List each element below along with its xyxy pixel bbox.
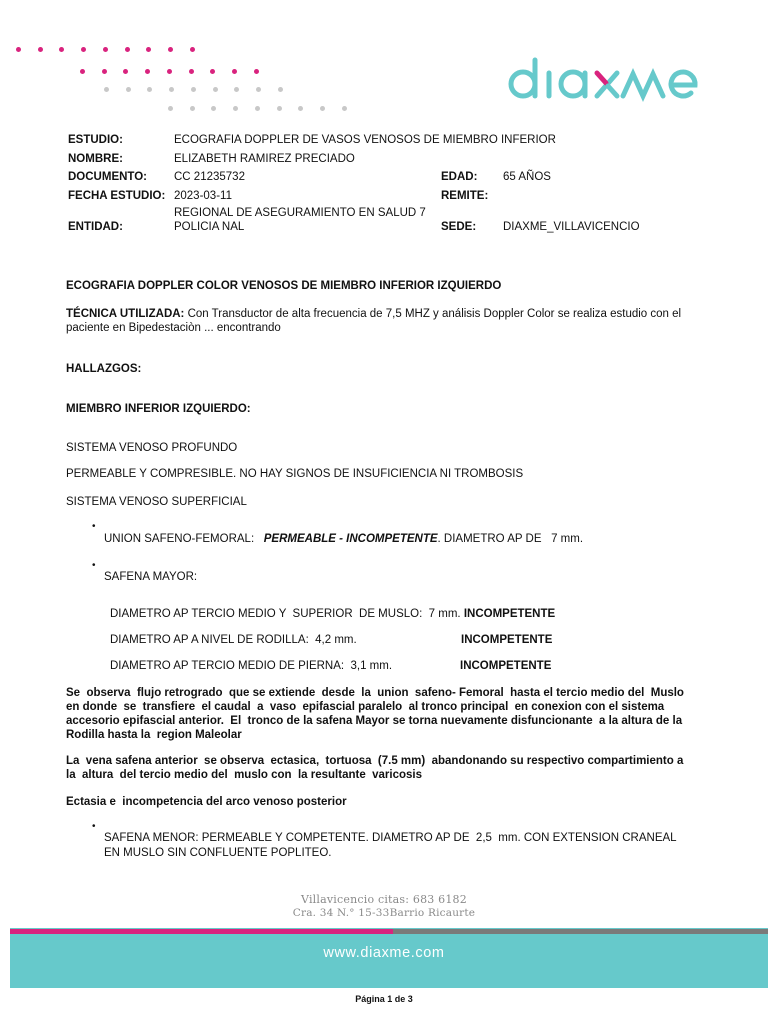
decorative-dot: [146, 47, 151, 52]
documento-value: CC 21235732: [174, 171, 245, 183]
nombre-value: ELIZABETH RAMIREZ PRECIADO: [174, 153, 355, 165]
sede-label: SEDE:: [441, 221, 477, 233]
decorative-dot: [256, 87, 261, 92]
decorative-dot: [103, 47, 108, 52]
entidad-value-line1: REGIONAL DE ASEGURAMIENTO EN SALUD 7: [174, 207, 426, 219]
decorative-dot: [102, 69, 107, 74]
decorative-dot: [80, 69, 85, 74]
decorative-dot: [104, 87, 109, 92]
edad-value: 65 AÑOS: [503, 171, 551, 183]
union-diameter: . DIAMETRO AP DE 7 mm.: [437, 533, 584, 545]
footer-phone: Villavicencio citas: 683 6182: [301, 893, 467, 906]
union-status: PERMEABLE - INCOMPETENTE: [263, 533, 438, 545]
diametro-pierna: DIAMETRO AP TERCIO MEDIO DE PIERNA: 3,1 mm.: [110, 660, 393, 672]
paragraph-1-line4: Rodilla hasta la region Maleolar: [66, 729, 242, 741]
decorative-dots: [0, 0, 360, 120]
tecnica-line2: paciente en Bipedestaciòn ... encontrando: [66, 322, 281, 334]
decorative-dot: [213, 87, 218, 92]
bullet: •: [92, 821, 96, 832]
decorative-dot: [234, 87, 239, 92]
estudio-label: ESTUDIO:: [68, 134, 123, 146]
decorative-dot: [125, 47, 130, 52]
entidad-label: ENTIDAD:: [68, 221, 123, 233]
decorative-dot: [145, 69, 150, 74]
diametro-muslo: [110, 607, 555, 621]
paragraph-1-line3: accesorio epifascial anterior. El tronco de la safena Mayor se torna nuevamente disfuncionante a la altura de la: [66, 715, 683, 727]
decorative-dot: [342, 106, 347, 111]
report-title: ECOGRAFIA DOPPLER COLOR VENOSOS DE MIEMBRO INFERIOR IZQUIERDO: [66, 280, 502, 292]
decorative-dot: [211, 106, 216, 111]
bullet: •: [92, 521, 96, 532]
decorative-dot: [38, 47, 43, 52]
decorative-dot: [169, 87, 174, 92]
tecnica-line1: Con Transductor de alta frecuencia de 7,5 MHZ y análisis Doppler Color se realiza estudio con el: [184, 308, 682, 320]
tecnica-label: TÉCNICA UTILIZADA:: [66, 308, 185, 320]
diametro-pierna-status: INCOMPETENTE: [460, 660, 552, 672]
diametro-rodilla-status: INCOMPETENTE: [461, 634, 553, 646]
decorative-dot: [59, 47, 64, 52]
decorative-dot: [126, 87, 131, 92]
diametro-muslo-text: DIAMETRO AP TERCIO MEDIO Y SUPERIOR DE MUSLO: 7 mm.: [110, 608, 464, 620]
fecha-value: 2023-03-11: [174, 190, 232, 202]
miembro-heading: MIEMBRO INFERIOR IZQUIERDO:: [66, 403, 251, 415]
superficial-heading: SISTEMA VENOSO SUPERFICIAL: [66, 496, 247, 508]
decorative-dot: [16, 47, 21, 52]
paragraph-2-line1: La vena safena anterior se observa ectasica, tortuosa (7.5 mm) abandonando su respectivo compartimiento a: [66, 755, 684, 767]
decorative-dot: [233, 106, 238, 111]
website-link[interactable]: www.diaxme.com: [323, 945, 445, 961]
safena-menor-line2: EN MUSLO SIN CONFLUENTE POPLITEO.: [104, 847, 332, 859]
page-number: Página 1 de 3: [355, 994, 413, 1004]
decorative-dot: [167, 69, 172, 74]
decorative-dot: [254, 69, 259, 74]
safena-mayor-heading: SAFENA MAYOR:: [104, 571, 198, 583]
footer-stripe-gray: [393, 929, 768, 934]
decorative-dot: [190, 106, 195, 111]
hallazgos-heading: HALLAZGOS:: [66, 363, 142, 375]
estudio-value: ECOGRAFIA DOPPLER DE VASOS VENOSOS DE MIEMBRO INFERIOR: [174, 134, 556, 146]
footer-stripe-pink: [10, 929, 393, 934]
decorative-dot: [147, 87, 152, 92]
documento-label: DOCUMENTO:: [68, 171, 148, 183]
decorative-dot: [278, 87, 283, 92]
nombre-label: NOMBRE:: [68, 153, 123, 165]
edad-label: EDAD:: [441, 171, 478, 183]
decorative-dot: [168, 47, 173, 52]
paragraph-1-line2: en donde se transfiere el caudal a vaso epifascial paralelo al tronco principal en conexion con el sistema: [66, 701, 665, 713]
paragraph-1-line1: Se observa flujo retrogrado que se extiende desde la union safeno- Femoral hasta el tercio medio del Muslo: [66, 687, 684, 699]
profundo-desc: PERMEABLE Y COMPRESIBLE. NO HAY SIGNOS DE INSUFICIENCIA NI TROMBOSIS: [66, 468, 524, 480]
decorative-dot: [190, 47, 195, 52]
profundo-heading: SISTEMA VENOSO PROFUNDO: [66, 442, 238, 454]
tecnica-paragraph: [66, 307, 706, 321]
safena-menor-line1: SAFENA MENOR: PERMEABLE Y COMPETENTE. DIAMETRO AP DE 2,5 mm. CON EXTENSION CRANEAL: [104, 832, 677, 844]
footer-address: Cra. 34 N.° 15-33Barrio Ricaurte: [292, 907, 476, 919]
diaxme-logo: [505, 40, 735, 115]
decorative-dot: [320, 106, 325, 111]
decorative-dot: [210, 69, 215, 74]
decorative-dot: [123, 69, 128, 74]
fecha-label: FECHA ESTUDIO:: [68, 190, 166, 202]
diametro-muslo-status: INCOMPETENTE: [463, 608, 556, 620]
diametro-rodilla: DIAMETRO AP A NIVEL DE RODILLA: 4,2 mm.: [110, 634, 357, 646]
paragraph-3: Ectasia e incompetencia del arco venoso posterior: [66, 796, 347, 808]
diaxme-logo-graphic: [505, 40, 735, 110]
decorative-dot: [255, 106, 260, 111]
entidad-value-line2: POLICIA NAL: [174, 221, 245, 233]
decorative-dot: [189, 69, 194, 74]
remite-label: REMITE:: [441, 190, 489, 202]
sede-value: DIAXME_VILLAVICENCIO: [503, 221, 640, 233]
union-line: [104, 532, 583, 546]
decorative-dot: [232, 69, 237, 74]
bullet: •: [92, 560, 96, 571]
paragraph-2-line2: la altura del tercio medio del muslo con la resultante varicosis: [66, 769, 422, 781]
decorative-dot: [191, 87, 196, 92]
decorative-dot: [298, 106, 303, 111]
decorative-dot: [81, 47, 86, 52]
union-label: UNION SAFENO-FEMORAL:: [104, 533, 264, 545]
decorative-dot: [277, 106, 282, 111]
decorative-dot: [168, 106, 173, 111]
